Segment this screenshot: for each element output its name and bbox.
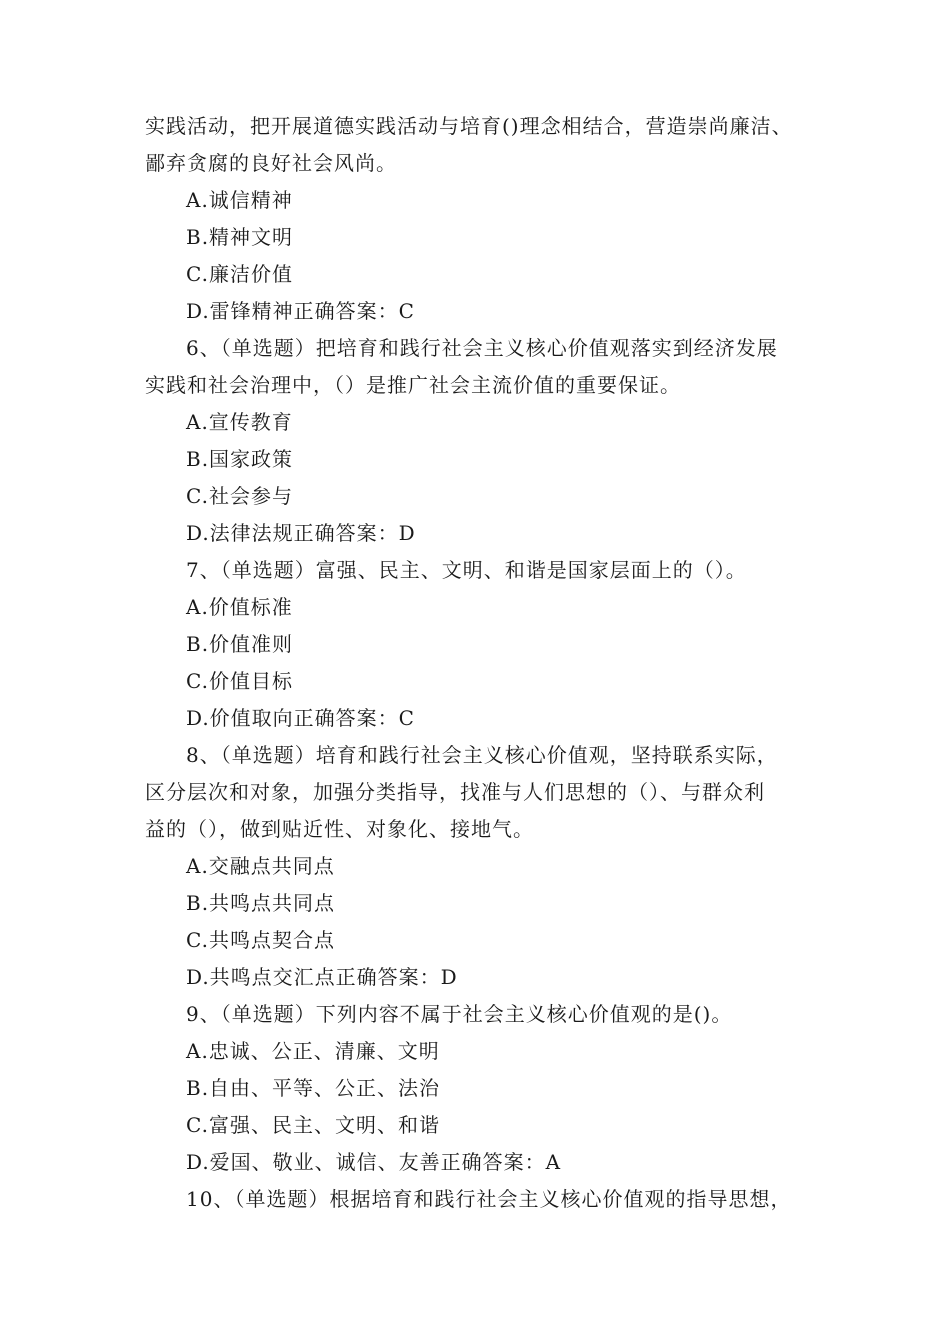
option-b: B.国家政策 <box>186 447 294 471</box>
option-d-with-answer: D.爱国、敬业、诚信、友善正确答案：A <box>186 1150 562 1174</box>
option-d-with-answer: D.法律法规正确答案：D <box>186 521 416 545</box>
option-b: B.共鸣点共同点 <box>186 891 336 915</box>
question-6: 6、（单选题）把培育和践行社会主义核心价值观落实到经济发展 <box>186 336 778 360</box>
option-b: B.精神文明 <box>186 225 294 249</box>
option-c: C.富强、民主、文明、和谐 <box>186 1113 440 1137</box>
document-body <box>145 108 825 1218</box>
question-10: 10、（单选题）根据培育和践行社会主义核心价值观的指导思想， <box>186 1187 792 1211</box>
question-9: 9、（单选题）下列内容不属于社会主义核心价值观的是()。 <box>186 1002 733 1026</box>
text-line: 实践活动，把开展道德实践活动与培育()理念相结合，营造崇尚廉洁、 <box>145 114 793 138</box>
option-c: C.社会参与 <box>186 484 293 508</box>
option-c: C.共鸣点契合点 <box>186 928 335 952</box>
option-a: A.诚信精神 <box>186 188 293 212</box>
question-6-continued: 实践和社会治理中，（）是推广社会主流价值的重要保证。 <box>145 373 681 397</box>
option-b: B.自由、平等、公正、法治 <box>186 1076 441 1100</box>
option-d-with-answer: D.雷锋精神正确答案：C <box>186 299 415 323</box>
option-a: A.价值标准 <box>186 595 293 619</box>
question-8-continued: 益的（），做到贴近性、对象化、接地气。 <box>145 817 534 841</box>
option-a: A.宣传教育 <box>186 410 293 434</box>
text-line: 鄙弃贪腐的良好社会风尚。 <box>145 151 397 175</box>
option-b: B.价值准则 <box>186 632 294 656</box>
option-a: A.交融点共同点 <box>186 854 335 878</box>
option-d-with-answer: D.价值取向正确答案：C <box>186 706 415 730</box>
option-a: A.忠诚、公正、清廉、文明 <box>186 1039 440 1063</box>
question-8: 8、（单选题）培育和践行社会主义核心价值观，坚持联系实际， <box>186 743 778 767</box>
option-d-with-answer: D.共鸣点交汇点正确答案：D <box>186 965 458 989</box>
question-7: 7、（单选题）富强、民主、文明、和谐是国家层面上的（）。 <box>186 558 747 582</box>
option-c: C.价值目标 <box>186 669 293 693</box>
question-8-continued: 区分层次和对象，加强分类指导，找准与人们思想的（）、与群众利 <box>145 780 765 804</box>
option-c: C.廉洁价值 <box>186 262 293 286</box>
